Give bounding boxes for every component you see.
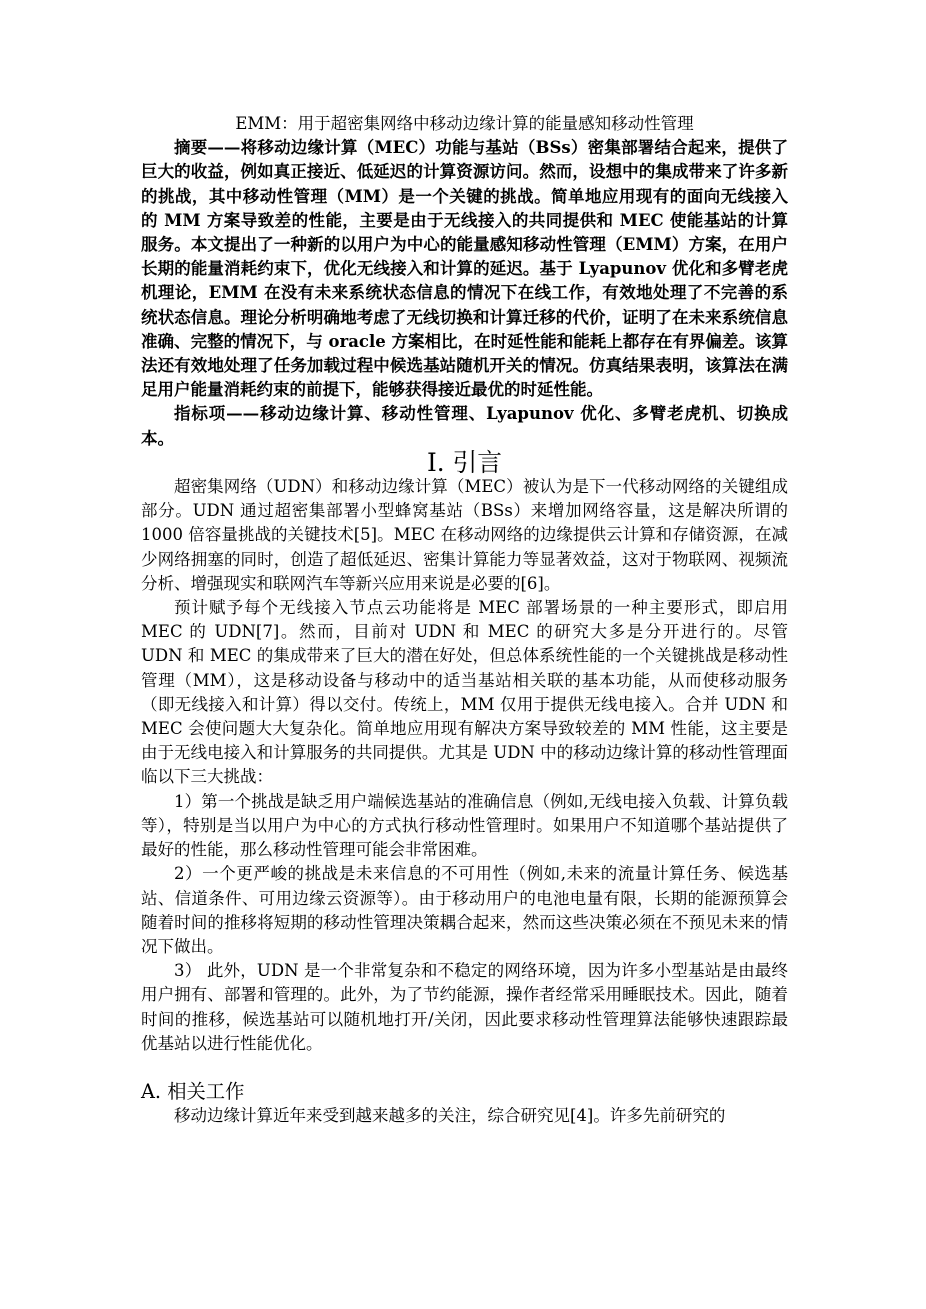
paper-title: EMM：用于超密集网络中移动边缘计算的能量感知移动性管理 [235, 114, 694, 133]
body-paragraph: 超密集网络（UDN）和移动边缘计算（MEC）被认为是下一代移动网络的关键组成部分。UDN 通过超密集部署小型蜂窝基站（BSs）来增加网络容量，这是解决所谓的 1000 倍容量挑战的关键技术[5]。MEC 在移动网络的边缘提供云计算和存储资源，在减少网络拥塞的同时，创造了超低延迟、密集计算能力等显著效益，这对于物联网、视频流分析、增强现实和联网汽车等新兴应用来说是必要的[6]。 [141, 477, 788, 593]
section-heading-introduction: I. 引言 [426, 447, 502, 477]
related-work-body [141, 1104, 788, 1128]
body-paragraph: 预计赋予每个无线接入节点云功能将是 MEC 部署场景的一种主要形式，即启用 MEC 的 UDN[7]。然而，目前对 UDN 和 MEC 的研究大多是分开进行的。尽管 UDN 和 MEC 的集成带来了巨大的潜在好处，但总体系统性能的一个关键挑战是移动性管理（MM），这是移动设备与移动中的适当基站相关联的基本功能，从而使移动服务（即无线接入和计算）得以交付。传统上，MM 仅用于提供无线电接入。合并 UDN 和 MEC 会使问题大大复杂化。简单地应用现有解决方案导致较差的 MM 性能，这主要是由于无线电接入和计算服务的共同提供。尤其是 UDN 中的移动边缘计算的移动性管理面临以下三大挑战： [141, 598, 788, 787]
index-terms-paragraph: 指标项——移动边缘计算、移动性管理、Lyapunov 优化、多臂老虎机、切换成本。 [141, 404, 788, 448]
abstract-block [141, 136, 788, 451]
body-paragraph: 3） 此外，UDN 是一个非常复杂和不稳定的网络环境，因为许多小型基站是由最终用户拥有、部署和管理的。此外，为了节约能源，操作者经常采用睡眠技术。因此，随着时间的推移，候选基站可以随机地打开/关闭，因此要求移动性管理算法能够快速跟踪最优基站以进行性能优化。 [141, 961, 788, 1053]
subsection-heading-related-work: A. 相关工作 [141, 1079, 245, 1103]
abstract-paragraph: 摘要——将移动边缘计算（MEC）功能与基站（BSs）密集部署结合起来，提供了巨大的收益，例如真正接近、低延迟的计算资源访问。然而，设想中的集成带来了许多新的挑战，其中移动性管理（MM）是一个关键的挑战。简单地应用现有的面向无线接入的 MM 方案导致差的性能，主要是由于无线接入的共同提供和 MEC 使能基站的计算服务。本文提出了一种新的以用户为中心的能量感知移动性管理（EMM）方案，在用户长期的能量消耗约束下，优化无线接入和计算的延迟。基于 Lyapunov 优化和多臂老虎机理论，EMM 在没有未来系统状态信息的情况下在线工作，有效地处理了不完善的系统状态信息。理论分析明确地考虑了无线切换和计算迁移的代价，证明了在未来系统信息准确、完整的情况下，与 oracle 方案相比，在时延性能和能耗上都存在有界偏差。该算法还有效地处理了任务加载过程中候选基站随机开关的情况。仿真结果表明，该算法在满足用户能量消耗约束的前提下，能够获得接近最优的时延性能。 [141, 138, 788, 400]
body-paragraph: 1）第一个挑战是缺乏用户端候选基站的准确信息（例如,无线电接入负载、计算负载等），特别是当以用户为中心的方式执行移动性管理时。如果用户不知道哪个基站提供了最好的性能，那么移动性管理可能会非常困难。 [141, 791, 788, 860]
body-paragraph: 移动边缘计算近年来受到越来越多的关注，综合研究见[4]。许多先前研究的 [174, 1106, 726, 1126]
introduction-body [141, 475, 788, 1056]
body-paragraph: 2）一个更严峻的挑战是未来信息的不可用性（例如,未来的流量计算任务、候选基站、信道条件、可用边缘云资源等）。由于移动用户的电池电量有限，长期的能源预算会随着时间的推移将短期的移动性管理决策耦合起来，然而这些决策必须在不预见未来的情况下做出。 [141, 864, 788, 956]
